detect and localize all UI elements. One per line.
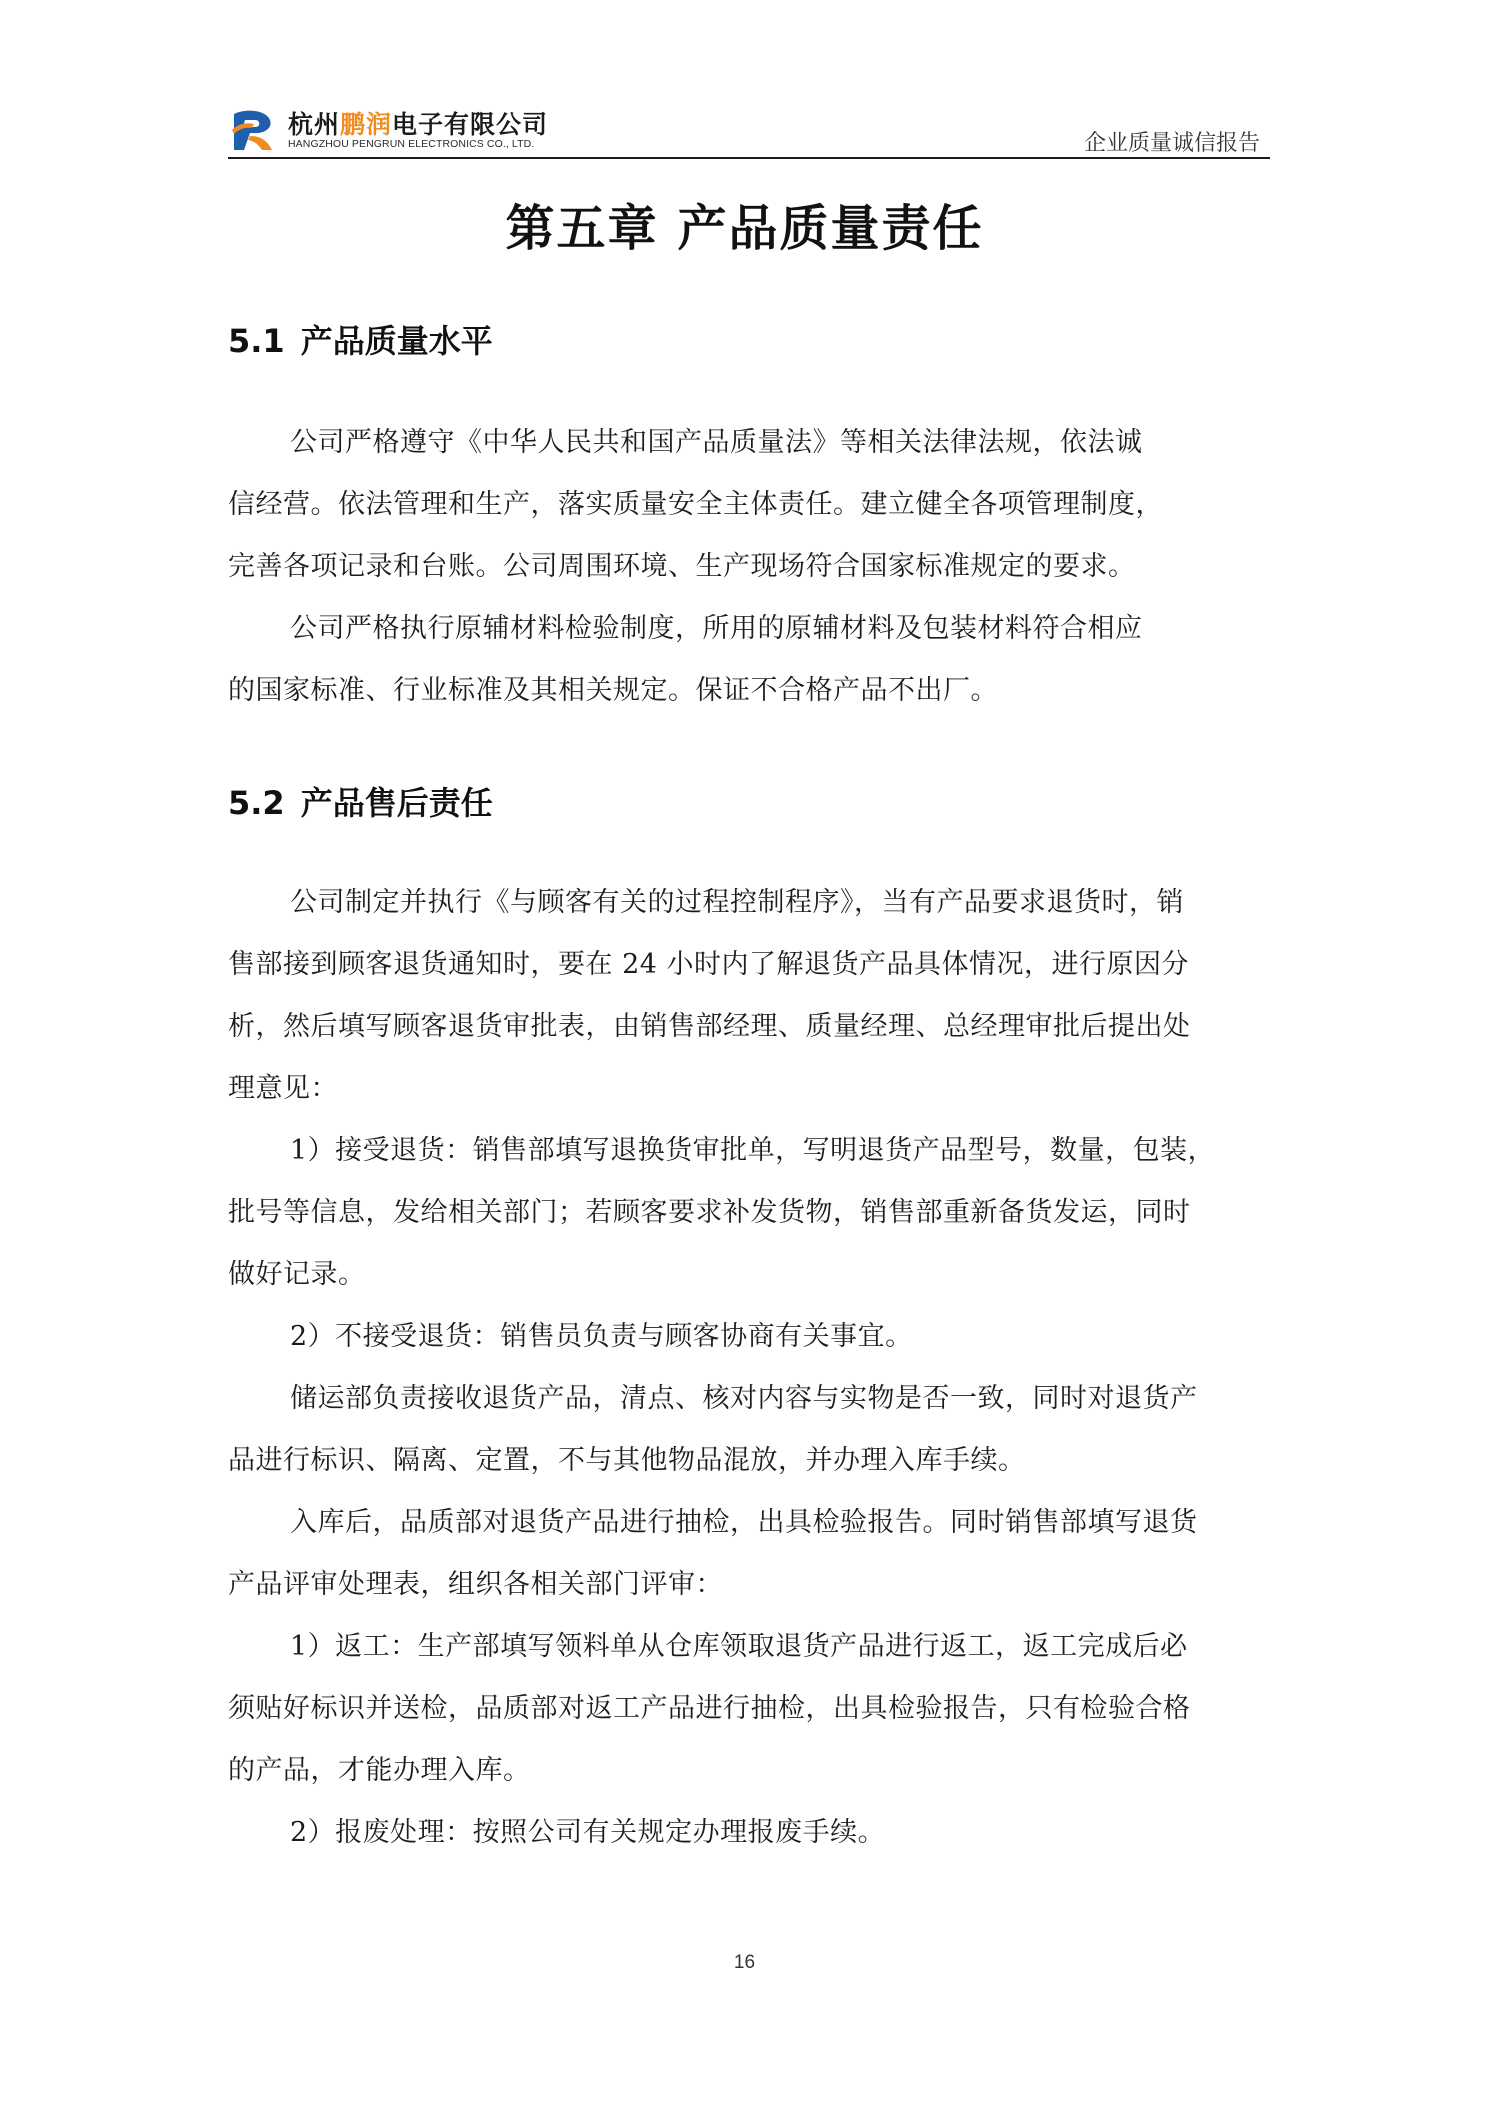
text-line: 信经营。依法管理和生产，落实质量安全主体责任。建立健全各项管理制度， <box>228 489 1163 520</box>
text-line: 的产品，才能办理入库。 <box>228 1755 531 1786</box>
section-heading-5-1 <box>228 316 493 362</box>
section-heading-5-2 <box>228 778 493 824</box>
report-title: 企业质量诚信报告 <box>1083 131 1260 156</box>
company-name-chinese <box>288 105 548 141</box>
text-line: 公司严格执行原辅材料检验制度，所用的原辅材料及包装材料符合相应 <box>290 613 1143 644</box>
text-line: 公司严格遵守《中华人民共和国产品质量法》等相关法律法规，依法诚 <box>290 427 1143 458</box>
text-line: 品进行标识、隔离、定置，不与其他物品混放，并办理入库手续。 <box>228 1445 1026 1476</box>
section-title: 产品质量水平 <box>300 322 493 360</box>
page-number: 16 <box>733 1952 756 1973</box>
company-name-accent: 鹏润 <box>340 110 393 139</box>
text-line: 储运部负责接收退货产品，清点、核对内容与实物是否一致，同时对退货产 <box>290 1383 1198 1414</box>
text-line: 析，然后填写顾客退货审批表，由销售部经理、质量经理、总经理审批后提出处 <box>228 1011 1191 1042</box>
company-name-part1: 杭州 <box>288 110 341 139</box>
text-line: 入库后，品质部对退货产品进行抽检，出具检验报告。同时销售部填写退货 <box>290 1507 1198 1538</box>
text-line: 做好记录。 <box>228 1259 366 1290</box>
header-divider <box>228 157 1270 159</box>
text-line: 公司制定并执行《与顾客有关的过程控制程序》，当有产品要求退货时，销 <box>290 887 1184 918</box>
company-name-part2: 电子有限公司 <box>392 110 549 139</box>
text-line: 2）不接受退货：销售员负责与顾客协商有关事宜。 <box>290 1321 913 1352</box>
section-number: 5.2 <box>228 784 285 822</box>
text-line: 1）返工：生产部填写领料单从仓库领取退货产品进行返工，返工完成后必 <box>290 1631 1188 1662</box>
page-header <box>228 100 1270 158</box>
text-line: 售部接到顾客退货通知时，要在 24 小时内了解退货产品具体情况，进行原因分 <box>228 949 1190 980</box>
text-line: 完善各项记录和台账。公司周围环境、生产现场符合国家标准规定的要求。 <box>228 551 1136 582</box>
text-line: 批号等信息，发给相关部门；若顾客要求补发货物，销售部重新备货发运，同时 <box>228 1197 1191 1228</box>
text-line: 2）报废处理：按照公司有关规定办理报废手续。 <box>290 1817 886 1848</box>
company-name-english: HANGZHOU PENGRUN ELECTRONICS CO., LTD. <box>288 138 535 150</box>
text-line: 理意见： <box>228 1073 338 1104</box>
section-title: 产品售后责任 <box>300 784 493 822</box>
company-logo-icon <box>228 106 278 156</box>
text-line: 产品评审处理表，组织各相关部门评审： <box>228 1569 723 1600</box>
text-line: 1）接受退货：销售部填写退换货审批单，写明退货产品型号，数量，包装， <box>290 1135 1216 1166</box>
text-line: 的国家标准、行业标准及其相关规定。保证不合格产品不出厂。 <box>228 675 998 706</box>
chapter-title: 第五章 产品质量责任 <box>505 200 984 257</box>
text-line: 须贴好标识并送检，品质部对返工产品进行抽检，出具检验报告，只有检验合格 <box>228 1693 1191 1724</box>
section-number: 5.1 <box>228 322 285 360</box>
